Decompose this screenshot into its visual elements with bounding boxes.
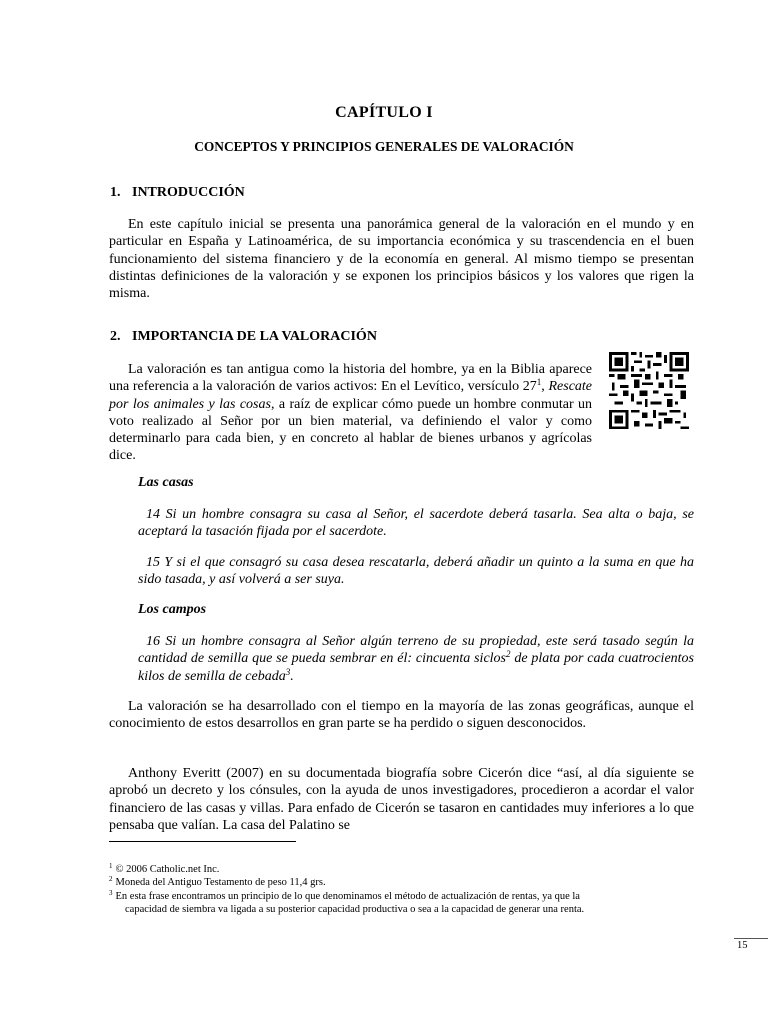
page-number: 15 [737, 940, 748, 951]
section-title: INTRODUCCIÓN [132, 185, 245, 200]
paragraph-text: , a raíz de explicar cómo puede un hombre conmutar un voto realizado al Señor por un bien material, va definiendo el valor y como determinarlo para cada bien, y en concreto al hablar de bienes urbanos y agrícolas dice. [109, 396, 593, 464]
section-number: 1. [110, 185, 121, 200]
footnote-1 [109, 864, 699, 877]
section-number: 2. [110, 329, 121, 344]
quote-text: de plata por cada cuatrocientos kilos de semilla de cebada [138, 651, 694, 684]
quote-text: 16 Si un hombre consagra al Señor algún terreno de su propiedad, este será tasado según la cantidad de semilla que se pueda sembrar en él: cincuenta siclos [138, 634, 694, 667]
quote-text: . [290, 668, 294, 684]
footnote-ref-1[interactable]: 1 [536, 377, 542, 388]
qr-code-icon[interactable] [609, 352, 689, 429]
paragraph-importancia [109, 361, 592, 465]
quote-heading-campos: Los campos [138, 602, 207, 617]
footnote-text: Moneda del Antiguo Testamento de peso 11,4 grs. [115, 877, 326, 888]
section-heading-introduccion [110, 185, 245, 201]
italic-title: Rescate por los animales y las cosas [109, 379, 593, 412]
footnote-text: © 2006 Catholic.net Inc. [115, 864, 220, 875]
footnote-ref-2[interactable]: 2 [506, 649, 511, 660]
footnote-3 [109, 891, 699, 916]
footnote-2 [109, 877, 699, 890]
chapter-title: CAPÍTULO I [335, 104, 433, 121]
quote-verse-14: 14 Si un hombre consagra su casa al Señor, el sacerdote deberá tasarla. Sea alta o baja, se aceptará la tasación fijada por el sacerdote. [138, 507, 694, 540]
footnote-mark: 2 [109, 875, 113, 883]
footnote-mark: 1 [109, 862, 113, 870]
paragraph-introduccion: En este capítulo inicial se presenta una panorámica general de la valoración en el mundo y en particular en España y Latinoamérica, de su importancia económica y su trascendencia en el buen funcionamiento del sistema financiero y de la economía en general. Al mismo tiempo se presentan distintas definiciones de la valoración y se exponen los principios básicos y los valores que rigen la misma. [109, 217, 694, 302]
section-title: IMPORTANCIA DE LA VALORACIÓN [132, 329, 377, 344]
paragraph-text: , [541, 379, 549, 395]
quote-verse-16 [138, 633, 694, 685]
footnote-ref-3[interactable]: 3 [285, 666, 291, 677]
footnote-text-continued: capacidad de siembra va ligada a su posterior capacidad productiva o sea a la capacidad de generar una renta. [125, 903, 585, 915]
footnote-mark: 3 [109, 889, 113, 897]
quote-verse-15: 15 Y si el que consagró su casa desea rescatarla, deberá añadir un quinto a la suma en que ha sido tasada, y así volverá a ser suya. [138, 555, 694, 588]
quote-heading-casas: Las casas [138, 475, 194, 490]
paragraph-desarrollo: La valoración se ha desarrollado con el tiempo en la mayoría de las zonas geográficas, aunque el conocimiento de estos desarrollos en gran parte se ha perdido o siguen desconocidos. [109, 699, 694, 732]
page-number-divider [734, 938, 768, 939]
section-heading-importancia [110, 329, 377, 345]
footnote-text: En esta frase encontramos un principio de lo que denominamos el método de actualización de rentas, ya que la [115, 891, 580, 902]
paragraph-text: La valoración es tan antigua como la historia del hombre, ya en la Biblia aparece una referencia a la valoración de varios activos: En el Levítico, versículo 27 [109, 362, 592, 395]
footnote-divider [109, 841, 296, 842]
chapter-subtitle: CONCEPTOS Y PRINCIPIOS GENERALES DE VALORACIÓN [194, 139, 574, 154]
paragraph-everitt: Anthony Everitt (2007) en su documentada biografía sobre Cicerón dice “así, al día siguiente se aprobó un decreto y los cónsules, con la ayuda de unos investigadores, procedieron a acordar el valor financiero de las casas y villas. Para enfado de Cicerón se tasaron en cantidades muy inferiores a lo que pensaba que valían. La casa del Palatino se [109, 766, 694, 833]
